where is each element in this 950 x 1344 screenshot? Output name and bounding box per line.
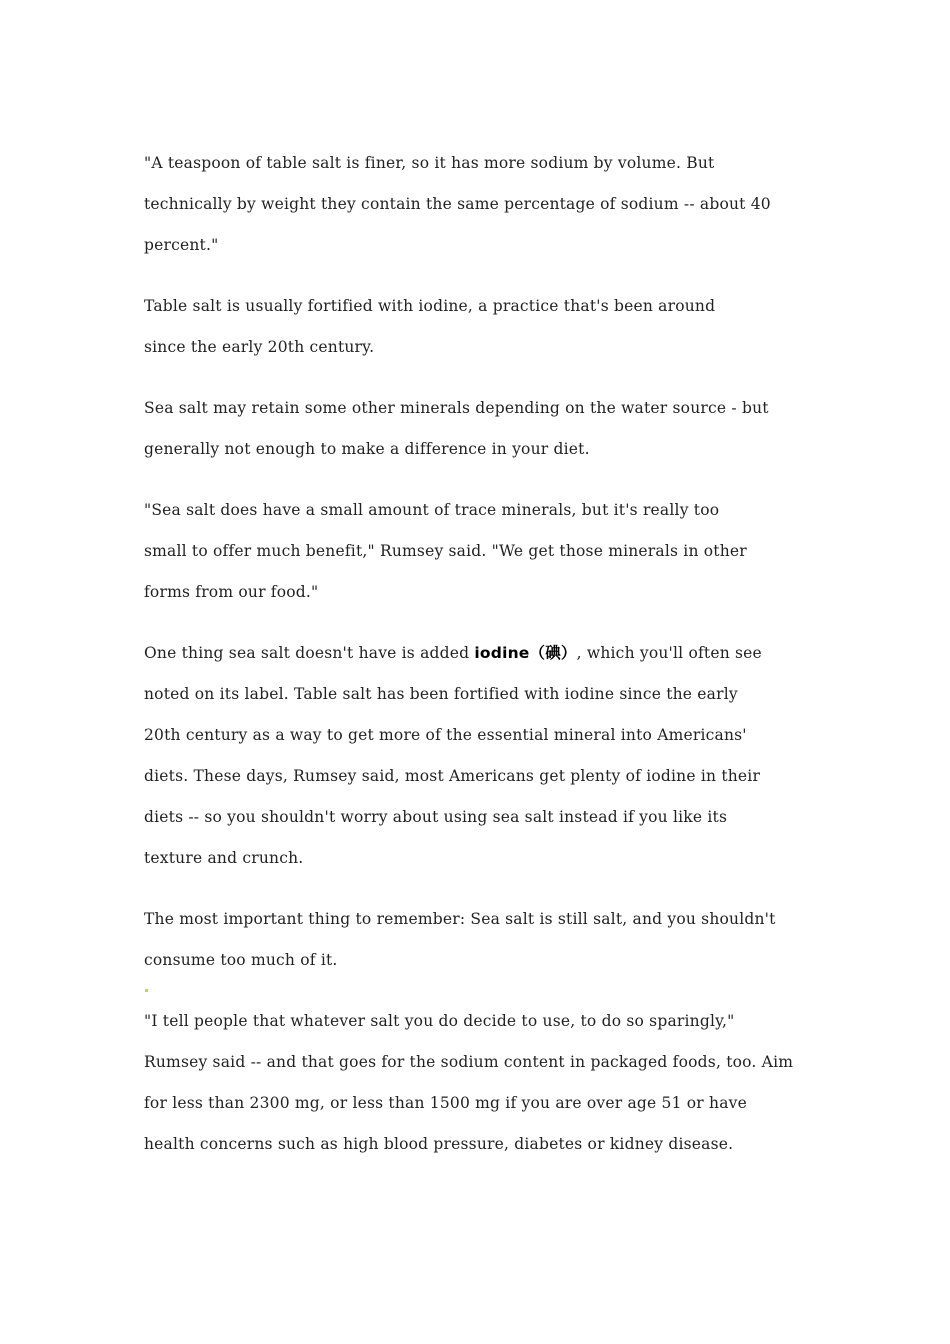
text-run: One thing sea salt doesn't have is added	[144, 644, 475, 662]
document-body	[144, 143, 824, 1185]
text-line: The most important thing to remember: Sea salt is still salt, and you shouldn't	[144, 910, 776, 928]
bold-term: iodine（碘）	[474, 644, 577, 662]
text-line: percent."	[144, 236, 219, 254]
text-line: "A teaspoon of table salt is finer, so it has more sodium by volume. But	[144, 154, 715, 172]
text-run: , which you'll often see	[576, 644, 762, 662]
text-line: Table salt is usually fortified with iodine, a practice that's been around	[144, 297, 716, 315]
paragraph-5	[144, 633, 824, 879]
text-line: technically by weight they contain the same percentage of sodium -- about 40	[144, 195, 771, 213]
text-line: since the early 20th century.	[144, 338, 375, 356]
paragraph-2	[144, 286, 824, 368]
text-line: Rumsey said -- and that goes for the sodium content in packaged foods, too. Aim	[144, 1053, 794, 1071]
text-line: Sea salt may retain some other minerals depending on the water source - but	[144, 399, 769, 417]
text-line: noted on its label. Table salt has been fortified with iodine since the early	[144, 685, 738, 703]
text-line: diets -- so you shouldn't worry about using sea salt instead if you like its	[144, 808, 728, 826]
edit-mark	[144, 981, 824, 1001]
paragraph-7	[144, 1001, 824, 1165]
paragraph-3	[144, 388, 824, 470]
text-line: diets. These days, Rumsey said, most Americans get plenty of iodine in their	[144, 767, 761, 785]
text-line: "Sea salt does have a small amount of trace minerals, but it's really too	[144, 501, 720, 519]
text-line: consume too much of it.	[144, 951, 338, 969]
text-line	[144, 633, 824, 674]
text-line: "I tell people that whatever salt you do decide to use, to do so sparingly,"	[144, 1012, 735, 1030]
paragraph-6	[144, 899, 824, 981]
text-line: small to offer much benefit," Rumsey said. "We get those minerals in other	[144, 542, 747, 560]
text-line: generally not enough to make a difference in your diet.	[144, 440, 590, 458]
edit-mark-dot	[145, 989, 148, 992]
text-line: 20th century as a way to get more of the essential mineral into Americans'	[144, 726, 747, 744]
paragraph-4	[144, 490, 824, 613]
text-line: for less than 2300 mg, or less than 1500 mg if you are over age 51 or have	[144, 1094, 747, 1112]
text-line: texture and crunch.	[144, 849, 304, 867]
text-line: health concerns such as high blood pressure, diabetes or kidney disease.	[144, 1135, 734, 1153]
text-line: forms from our food."	[144, 583, 319, 601]
paragraph-1	[144, 143, 824, 266]
